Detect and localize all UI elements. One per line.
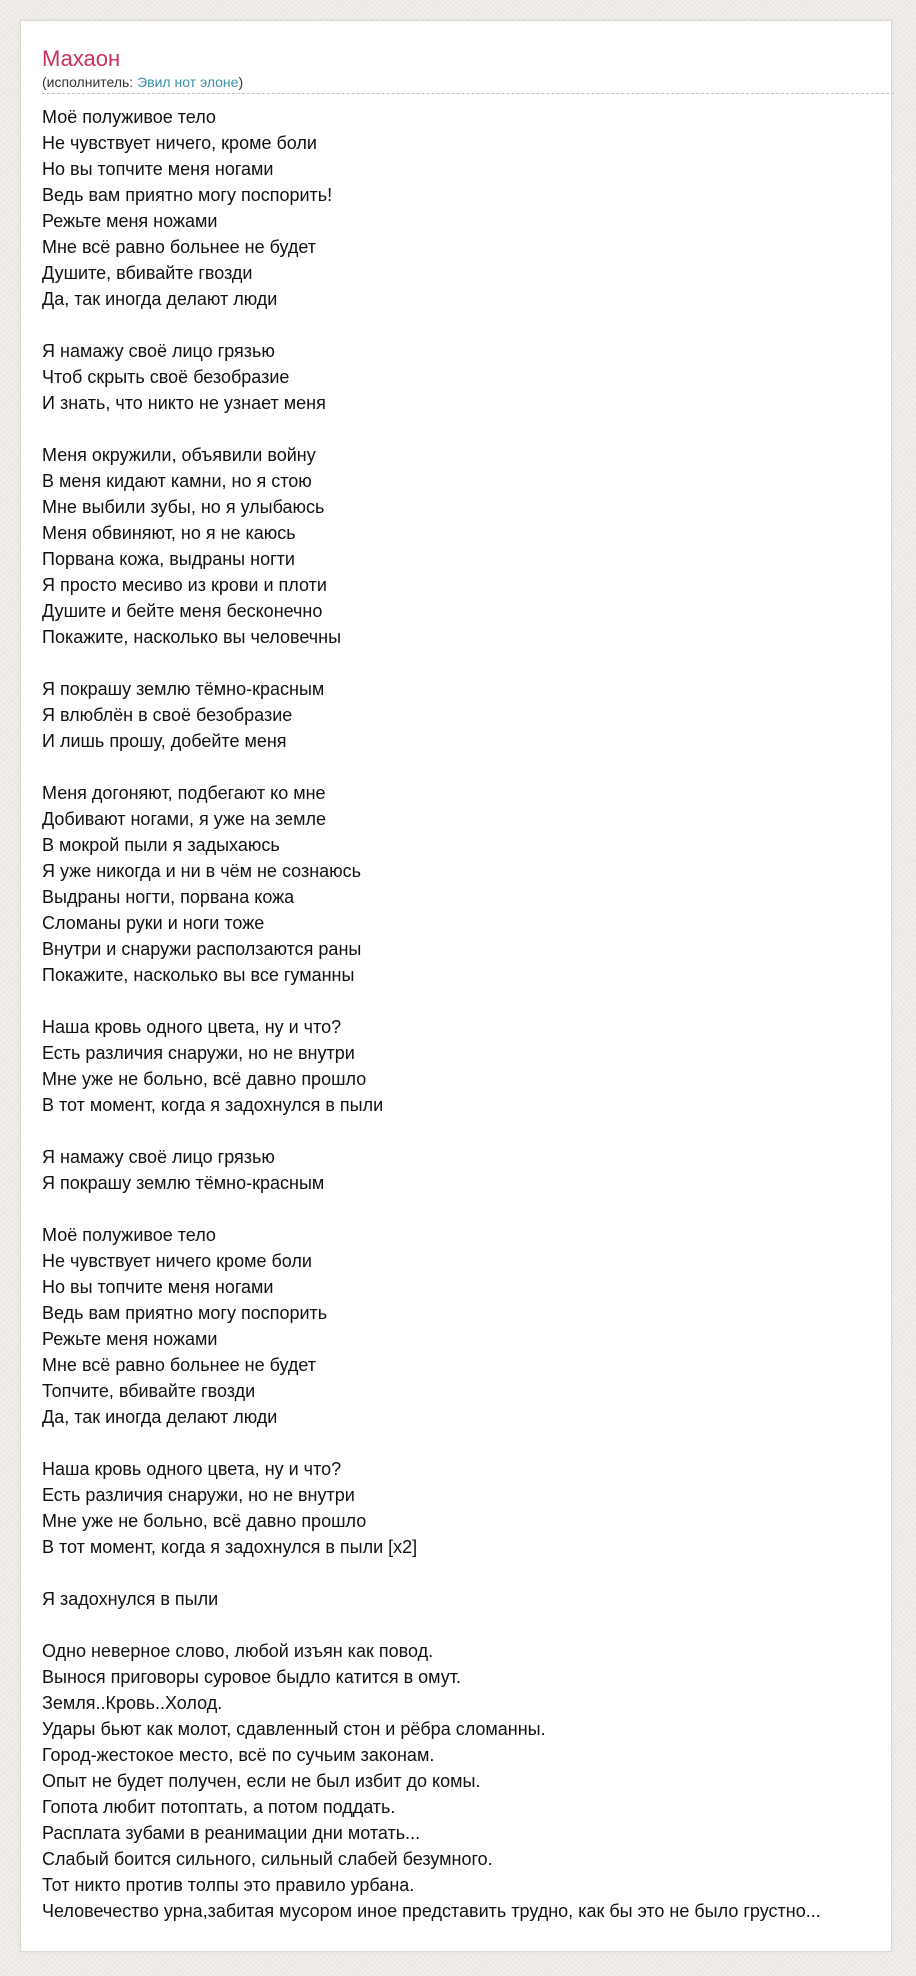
lyrics-stanza bbox=[42, 780, 916, 988]
lyrics-line: Опыт не будет получен, если не был избит до комы. bbox=[42, 1771, 481, 1791]
lyrics-line: Ведь вам приятно могу поспорить bbox=[42, 1303, 328, 1323]
lyrics-line: Город-жестокое место, всё по сучьим законам. bbox=[42, 1745, 435, 1765]
lyrics-line: Есть различия снаружи, но не внутри bbox=[42, 1485, 355, 1505]
lyrics-line: Но вы топчите меня ногами bbox=[42, 1277, 274, 1297]
artist-link[interactable]: Эвил нот элоне bbox=[137, 74, 239, 90]
lyrics-line: Я уже никогда и ни в чём не сознаюсь bbox=[42, 861, 362, 881]
lyrics-line: Наша кровь одного цвета, ну и что? bbox=[42, 1459, 342, 1479]
artist-prefix: (исполнитель: bbox=[42, 74, 138, 90]
lyrics-line: Я просто месиво из крови и плоти bbox=[42, 575, 327, 595]
lyrics-line: Добивают ногами, я уже на земле bbox=[42, 809, 326, 829]
lyrics-line: Топчите, вбивайте гвозди bbox=[42, 1381, 256, 1401]
lyrics-line: Я влюблён в своё безобразие bbox=[42, 705, 293, 725]
lyrics-line: Порвана кожа, выдраны ногти bbox=[42, 549, 295, 569]
lyrics-line: Моё полуживое тело bbox=[42, 1225, 216, 1245]
lyrics-line: Есть различия снаружи, но не внутри bbox=[42, 1043, 355, 1063]
lyrics-stanza bbox=[42, 338, 916, 416]
lyrics-line: Я покрашу землю тёмно-красным bbox=[42, 1173, 325, 1193]
lyrics-line: Меня обвиняют, но я не каюсь bbox=[42, 523, 296, 543]
lyrics-line: Покажите, насколько вы человечны bbox=[42, 627, 342, 647]
lyrics-stanza bbox=[42, 1456, 916, 1560]
lyrics-text bbox=[42, 104, 916, 1950]
lyrics-line: Не чувствует ничего кроме боли bbox=[42, 1251, 312, 1271]
artist-line bbox=[42, 73, 243, 91]
lyrics-line: Не чувствует ничего, кроме боли bbox=[42, 133, 317, 153]
lyrics-line: Удары бьют как молот, сдавленный стон и рёбра сломанны. bbox=[42, 1719, 546, 1739]
lyrics-stanza bbox=[42, 1014, 916, 1118]
lyrics-line: В тот момент, когда я задохнулся в пыли bbox=[42, 1095, 384, 1115]
lyrics-stanza bbox=[42, 1586, 916, 1612]
lyrics-line: Режьте меня ножами bbox=[42, 211, 218, 231]
lyrics-line: В меня кидают камни, но я стою bbox=[42, 471, 312, 491]
lyrics-line: Чтоб скрыть своё безобразие bbox=[42, 367, 290, 387]
title-divider bbox=[42, 93, 894, 94]
lyrics-line: Слабый боится сильного, сильный слабей безумного. bbox=[42, 1849, 493, 1869]
lyrics-line: Человечество урна,забитая мусором иное представить трудно, как бы это не было грустно... bbox=[42, 1901, 821, 1921]
lyrics-line: Мне выбили зубы, но я улыбаюсь bbox=[42, 497, 325, 517]
lyrics-line: Внутри и снаружи расползаются раны bbox=[42, 939, 362, 959]
lyrics-line: Мне всё равно больнее не будет bbox=[42, 1355, 317, 1375]
lyrics-line: Мне всё равно больнее не будет bbox=[42, 237, 317, 257]
lyrics-line: Я покрашу землю тёмно-красным bbox=[42, 679, 325, 699]
lyrics-card bbox=[20, 20, 892, 1952]
lyrics-line: Но вы топчите меня ногами bbox=[42, 159, 274, 179]
lyrics-line: Меня окружили, объявили войну bbox=[42, 445, 316, 465]
lyrics-line: Наша кровь одного цвета, ну и что? bbox=[42, 1017, 342, 1037]
lyrics-line: Да, так иногда делают люди bbox=[42, 289, 278, 309]
artist-suffix: ) bbox=[238, 74, 244, 90]
lyrics-stanza bbox=[42, 1144, 916, 1196]
lyrics-line: Тот никто против толпы это правило урбана. bbox=[42, 1875, 415, 1895]
song-title: Махаон bbox=[42, 46, 121, 71]
lyrics-line: В тот момент, когда я задохнулся в пыли [x2] bbox=[42, 1537, 418, 1557]
lyrics-line: Покажите, насколько вы все гуманны bbox=[42, 965, 355, 985]
lyrics-stanza bbox=[42, 676, 916, 754]
lyrics-line: Меня догоняют, подбегают ко мне bbox=[42, 783, 326, 803]
lyrics-stanza bbox=[42, 442, 916, 650]
lyrics-line: Сломаны руки и ноги тоже bbox=[42, 913, 265, 933]
lyrics-stanza bbox=[42, 1222, 916, 1430]
lyrics-line: Вынося приговоры суровое быдло катится в омут. bbox=[42, 1667, 462, 1687]
lyrics-line: Моё полуживое тело bbox=[42, 107, 216, 127]
lyrics-line: Душите и бейте меня бесконечно bbox=[42, 601, 323, 621]
lyrics-line: Ведь вам приятно могу поспорить! bbox=[42, 185, 333, 205]
lyrics-line: Расплата зубами в реанимации дни мотать... bbox=[42, 1823, 421, 1843]
lyrics-stanza bbox=[42, 1638, 916, 1924]
lyrics-line: Одно неверное слово, любой изъян как повод. bbox=[42, 1641, 434, 1661]
lyrics-line: Да, так иногда делают люди bbox=[42, 1407, 278, 1427]
lyrics-line: Душите, вбивайте гвозди bbox=[42, 263, 253, 283]
lyrics-line: Гопота любит потоптать, а потом поддать. bbox=[42, 1797, 396, 1817]
lyrics-line: Я намажу своё лицо грязью bbox=[42, 1147, 275, 1167]
lyrics-line: Я намажу своё лицо грязью bbox=[42, 341, 275, 361]
lyrics-line: И знать, что никто не узнает меня bbox=[42, 393, 326, 413]
lyrics-line: Режьте меня ножами bbox=[42, 1329, 218, 1349]
lyrics-line: И лишь прошу, добейте меня bbox=[42, 731, 287, 751]
lyrics-line: В мокрой пыли я задыхаюсь bbox=[42, 835, 280, 855]
lyrics-stanza bbox=[42, 104, 916, 312]
lyrics-line: Мне уже не больно, всё давно прошло bbox=[42, 1069, 367, 1089]
lyrics-line: Мне уже не больно, всё давно прошло bbox=[42, 1511, 367, 1531]
lyrics-line: Выдраны ногти, порвана кожа bbox=[42, 887, 295, 907]
lyrics-line: Земля..Кровь..Холод. bbox=[42, 1693, 223, 1713]
lyrics-line: Я задохнулся в пыли bbox=[42, 1589, 219, 1609]
